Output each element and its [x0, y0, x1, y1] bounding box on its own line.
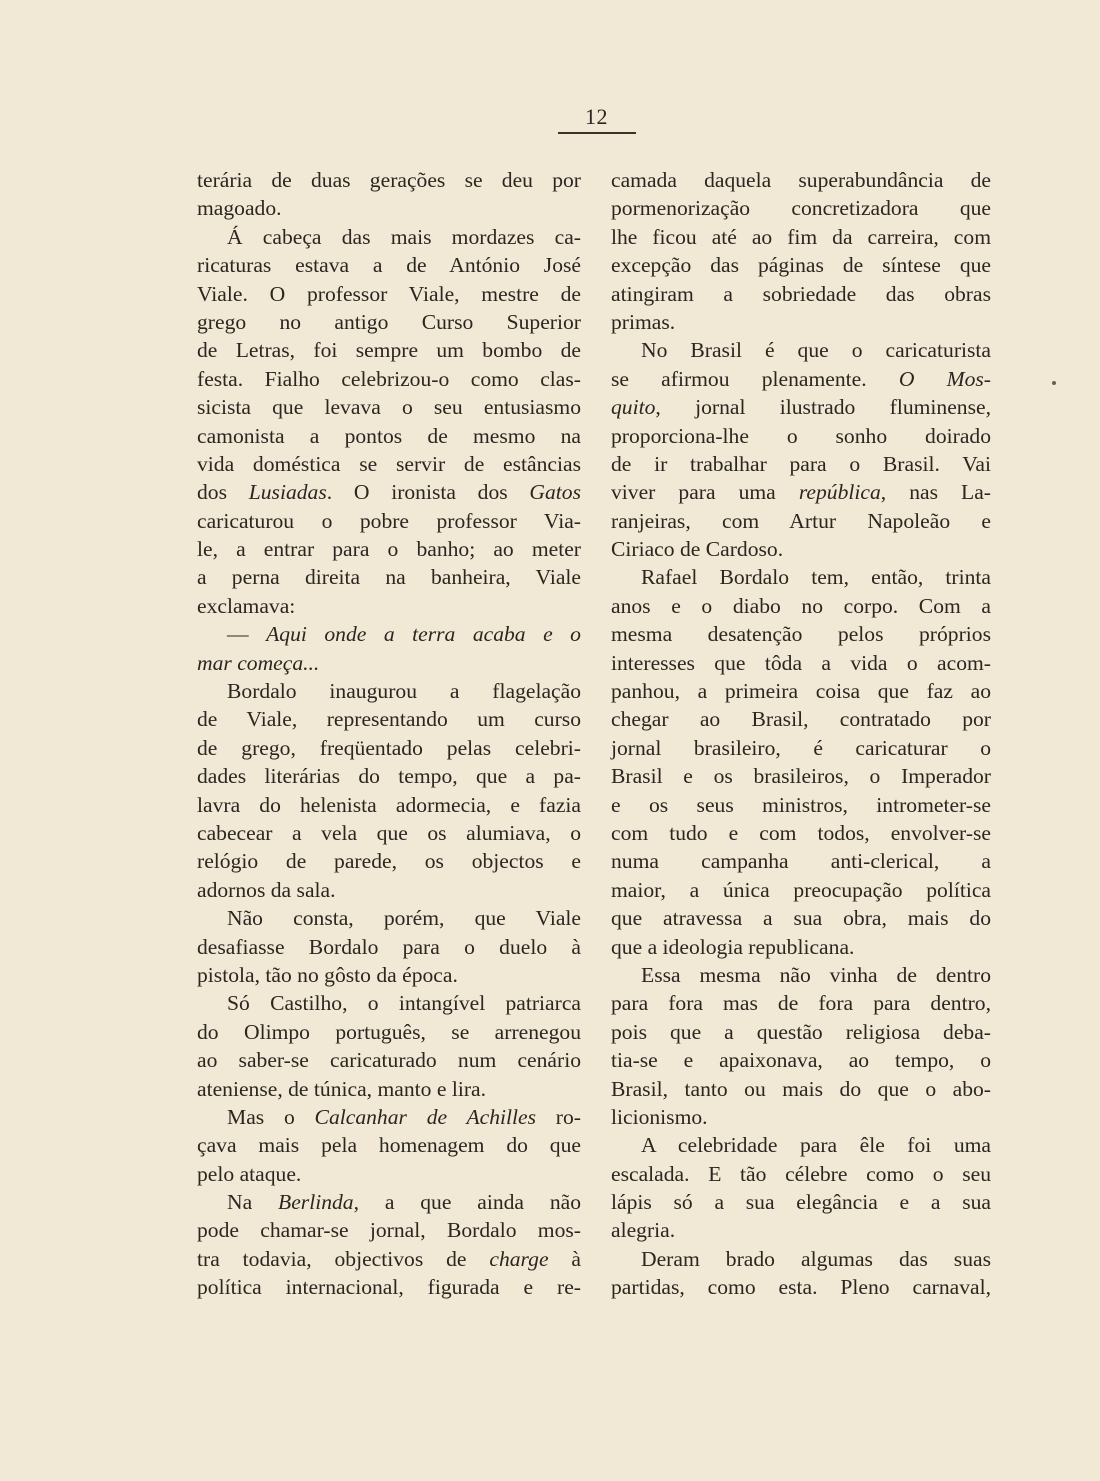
text-column-left — [197, 166, 581, 1302]
text-line: camada daquela superabundância de — [611, 168, 991, 192]
text-line: No Brasil é que o caricaturista — [641, 338, 991, 363]
text-line: dades literárias do tempo, que a pa- — [197, 764, 581, 789]
text-line: lápis só a sua elegância e a sua — [611, 1190, 991, 1215]
text-line: mesma desatenção pelos próprios — [611, 622, 991, 647]
text-line: pormenorização concretizadora que — [611, 196, 991, 221]
text-run: se afirmou plenamente. — [611, 366, 899, 391]
italic-text: Gatos — [529, 480, 581, 505]
text-run: ro- — [536, 1104, 581, 1129]
text-line — [197, 1245, 581, 1273]
text-line: pois que a questão religiosa deba- — [611, 1019, 991, 1044]
text-line: adornos da sala. — [197, 877, 336, 902]
text-line: magoado. — [197, 196, 282, 221]
text-line: chegar ao Brasil, contratado por — [611, 707, 991, 732]
text-line — [197, 1188, 581, 1216]
text-line: çava mais pela homenagem do que — [197, 1133, 581, 1158]
text-line: Não consta, porém, que Viale — [227, 906, 581, 931]
text-run: Mas o — [227, 1104, 315, 1129]
text-line: proporciona-lhe o sonho doirado — [611, 423, 991, 448]
text-line: Brasil, tanto ou mais do que o abo- — [611, 1076, 991, 1101]
text-run: dos — [197, 480, 249, 505]
text-line: ranjeiras, com Artur Napoleão e — [611, 508, 991, 533]
text-line: para fora mas de fora para dentro, — [611, 991, 991, 1016]
text-line: Essa mesma não vinha de dentro — [641, 962, 991, 987]
text-line: lavra do helenista adormecia, e fazia — [197, 792, 581, 817]
text-run: viver para uma — [611, 480, 799, 505]
italic-text: república — [798, 480, 881, 505]
text-run: , nas La- — [880, 480, 991, 505]
italic-text: charge — [489, 1246, 549, 1271]
text-line: pode chamar-se jornal, Bordalo mos- — [197, 1218, 581, 1243]
text-line: ateniense, de túnica, manto e lira. — [197, 1076, 486, 1101]
text-line: maior, a única preocupação política — [611, 877, 991, 902]
text-line: exclamava: — [197, 593, 296, 618]
text-line: e os seus ministros, intrometer-se — [611, 792, 991, 817]
text-line: ricaturas estava a de António José — [197, 253, 581, 278]
text-line: atingiram a sobriedade das obras — [611, 281, 991, 306]
text-line: Brasil e os brasileiros, o Imperador — [611, 764, 991, 789]
text-run: Na — [227, 1190, 279, 1215]
text-line: partidas, como esta. Pleno carnaval, — [611, 1275, 991, 1300]
italic-text: Lusiadas — [248, 480, 327, 505]
text-line: sicista que levava o seu entusiasmo — [197, 395, 581, 420]
text-run: à — [548, 1246, 582, 1271]
text-line: de Letras, foi sempre um bombo de — [197, 338, 581, 363]
text-line: numa campanha anti-clerical, a — [611, 849, 991, 874]
text-line: pistola, tão no gôsto da época. — [197, 962, 458, 987]
text-line — [197, 649, 581, 677]
text-line: lhe ficou até ao fim da carreira, com — [611, 224, 991, 249]
text-line: com tudo e com todos, envolver-se — [611, 820, 991, 845]
text-line: terária de duas gerações se deu por — [197, 168, 581, 192]
text-line — [197, 478, 581, 506]
page-number: 12 — [585, 104, 608, 129]
text-line: Bordalo inaugurou a flagelação — [227, 679, 581, 704]
text-line: Só Castilho, o intangível patriarca — [227, 991, 581, 1016]
text-line: alegria. — [611, 1218, 676, 1243]
text-line: Á cabeça das mais mordazes ca- — [227, 224, 581, 249]
italic-text: Aqui onde a terra acaba e o — [266, 622, 581, 647]
text-line: A celebridade para êle foi uma — [641, 1133, 991, 1158]
text-line: política internacional, figurada e re- — [197, 1275, 581, 1300]
page-number-rule — [558, 132, 636, 134]
text-line — [197, 620, 581, 648]
text-run: tra todavia, objectivos de — [197, 1246, 490, 1271]
text-line: panhou, a primeira coisa que faz ao — [611, 679, 991, 704]
text-line: Rafael Bordalo tem, então, trinta — [641, 565, 991, 590]
text-line: do Olimpo português, se arrenegou — [197, 1019, 581, 1044]
text-line: desafiasse Bordalo para o duelo à — [197, 934, 581, 959]
text-line: excepção das páginas de síntese que — [611, 253, 991, 278]
text-line: de grego, freqüentado pelas celebri- — [197, 735, 581, 760]
text-run: — — [227, 622, 267, 647]
italic-text: Berlinda — [278, 1190, 354, 1215]
text-line: jornal brasileiro, é caricaturar o — [611, 735, 991, 760]
text-line: Ciriaco de Cardoso. — [611, 537, 784, 562]
text-line: cabecear a vela que os alumiava, o — [197, 820, 581, 845]
text-line: relógio de parede, os objectos e — [197, 849, 581, 874]
text-line: que a ideologia republicana. — [611, 934, 855, 959]
text-line: pelo ataque. — [197, 1161, 302, 1186]
text-line: de ir trabalhar para o Brasil. Vai — [611, 451, 991, 476]
text-line: a perna direita na banheira, Viale — [197, 565, 581, 590]
text-column-right — [611, 166, 991, 1302]
text-line: escalada. E tão célebre como o seu — [611, 1161, 991, 1186]
text-line: ao saber-se caricaturado num cenário — [197, 1048, 581, 1073]
italic-text: Calcanhar de Achilles — [314, 1104, 537, 1129]
text-line: licionismo. — [611, 1104, 708, 1129]
text-run: , a que ainda não — [353, 1190, 582, 1215]
text-run: , jornal ilustrado fluminense, — [655, 395, 991, 420]
text-line: vida doméstica se servir de estâncias — [197, 451, 581, 476]
text-line — [197, 1103, 581, 1131]
text-line: grego no antigo Curso Superior — [197, 309, 581, 334]
text-line: Viale. O professor Viale, mestre de — [197, 281, 581, 306]
text-line — [611, 365, 991, 393]
text-line — [611, 478, 991, 506]
text-line: interesses que tôda a vida o acom- — [611, 650, 991, 675]
text-line — [611, 393, 991, 421]
text-line: de Viale, representando um curso — [197, 707, 581, 732]
text-line: camonista a pontos de mesmo na — [197, 423, 581, 448]
text-line: caricaturou o pobre professor Via- — [197, 508, 581, 533]
italic-text: O Mos- — [898, 366, 991, 391]
paper-speck — [1052, 381, 1056, 385]
text-run: . O ironista dos — [326, 480, 530, 505]
text-line: Deram brado algumas das suas — [641, 1246, 991, 1271]
text-line: primas. — [611, 309, 676, 334]
text-line: tia-se e apaixonava, ao tempo, o — [611, 1048, 991, 1073]
text-line: festa. Fialho celebrizou-o como clas- — [197, 366, 581, 391]
text-line: le, a entrar para o banho; ao meter — [197, 537, 581, 562]
text-line: anos e o diabo no corpo. Com a — [611, 593, 991, 618]
italic-text: mar começa... — [197, 650, 320, 675]
italic-text: quito — [611, 395, 656, 420]
text-line: que atravessa a sua obra, mais do — [611, 906, 991, 931]
